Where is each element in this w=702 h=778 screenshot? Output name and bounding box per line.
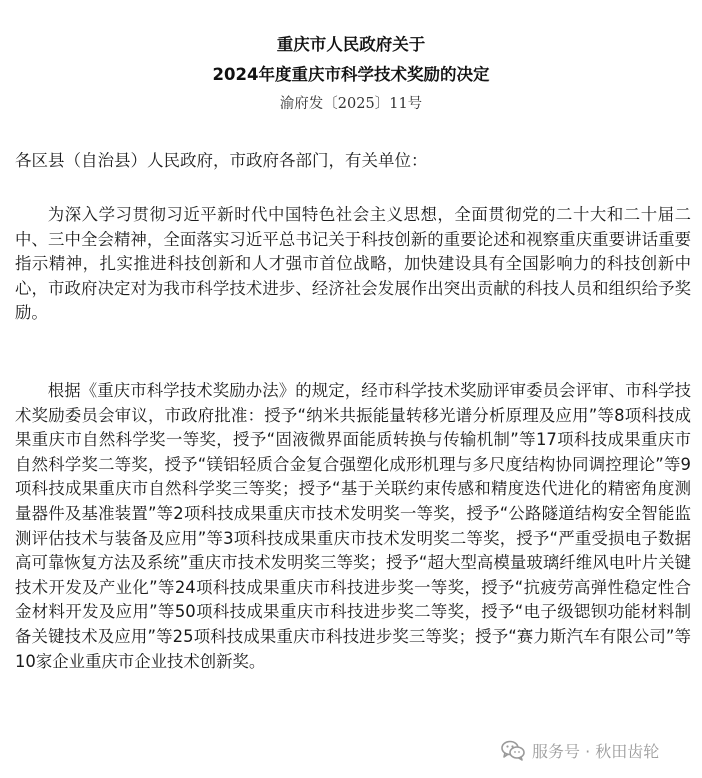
document-title-line-1: 重庆市人民政府关于 — [276, 35, 426, 54]
watermark-text: 服务号 · 秋田齿轮 — [532, 741, 660, 761]
paragraph-preamble: 为深入学习贯彻习近平新时代中国特色社会主义思想，全面贯彻党的二十大和二十届二中、三中全会精神，全面落实习近平总书记关于科技创新的重要论述和视察重庆重要讲话重要指示精神，扎实推进科技创新和人才强市首位战略，加快建设具有全国影响力的科技创新中心，市政府决定对为我市科学技术进步、经济社会发展作出突出贡献的科技人员和组织给予奖励。 — [15, 205, 691, 323]
paragraph-awards: 根据《重庆市科学技术奖励办法》的规定，经市科学技术奖励评审委员会评审、市科学技术奖励委员会审议，市政府批准：授予“纳米共振能量转移光谱分析原理及应用”等8项科技成果重庆市自然科学奖一等奖，授予“固液微界面能质转换与传输机制”等17项科技成果重庆市自然科学奖二等奖，授予“镁铝轻质合金复合强塑化成形机理与多尺度结构协同调控理论”等9项科技成果重庆市自然科学奖三等奖；授予“基于关联约束传感和精度迭代进化的精密角度测量器件及基准装置”等2项科技成果重庆市技术发明奖一等奖，授予“公路隧道结构安全智能监测评估技术与装备及应用”等3项科技成果重庆市技术发明奖二等奖，授予“严重受损电子数据高可靠恢复方法及系统”重庆市技术发明奖三等奖；授予“超大型高模量玻璃纤维风电叶片关键技术开发及产业化”等24项科技成果重庆市科技进步奖一等奖，授予“抗疲劳高弹性稳定性合金材料开发及应用”等50项科技成果重庆市科技进步奖二等奖，授予“电子级锶钡功能材料制备关键技术及应用”等25项科技成果重庆市科技进步奖三等奖；授予“赛力斯汽车有限公司”等10家企业重庆市企业技术创新奖。 — [15, 381, 691, 671]
account-watermark — [500, 736, 659, 764]
wechat-logo-icon — [500, 737, 526, 763]
document-title-line-2: 2024年度重庆市科学技术奖励的决定 — [212, 65, 490, 84]
document-number: 渝府发〔2025〕11号 — [279, 96, 423, 112]
salutation: 各区县（自治县）人民政府，市政府各部门，有关单位： — [15, 151, 428, 170]
